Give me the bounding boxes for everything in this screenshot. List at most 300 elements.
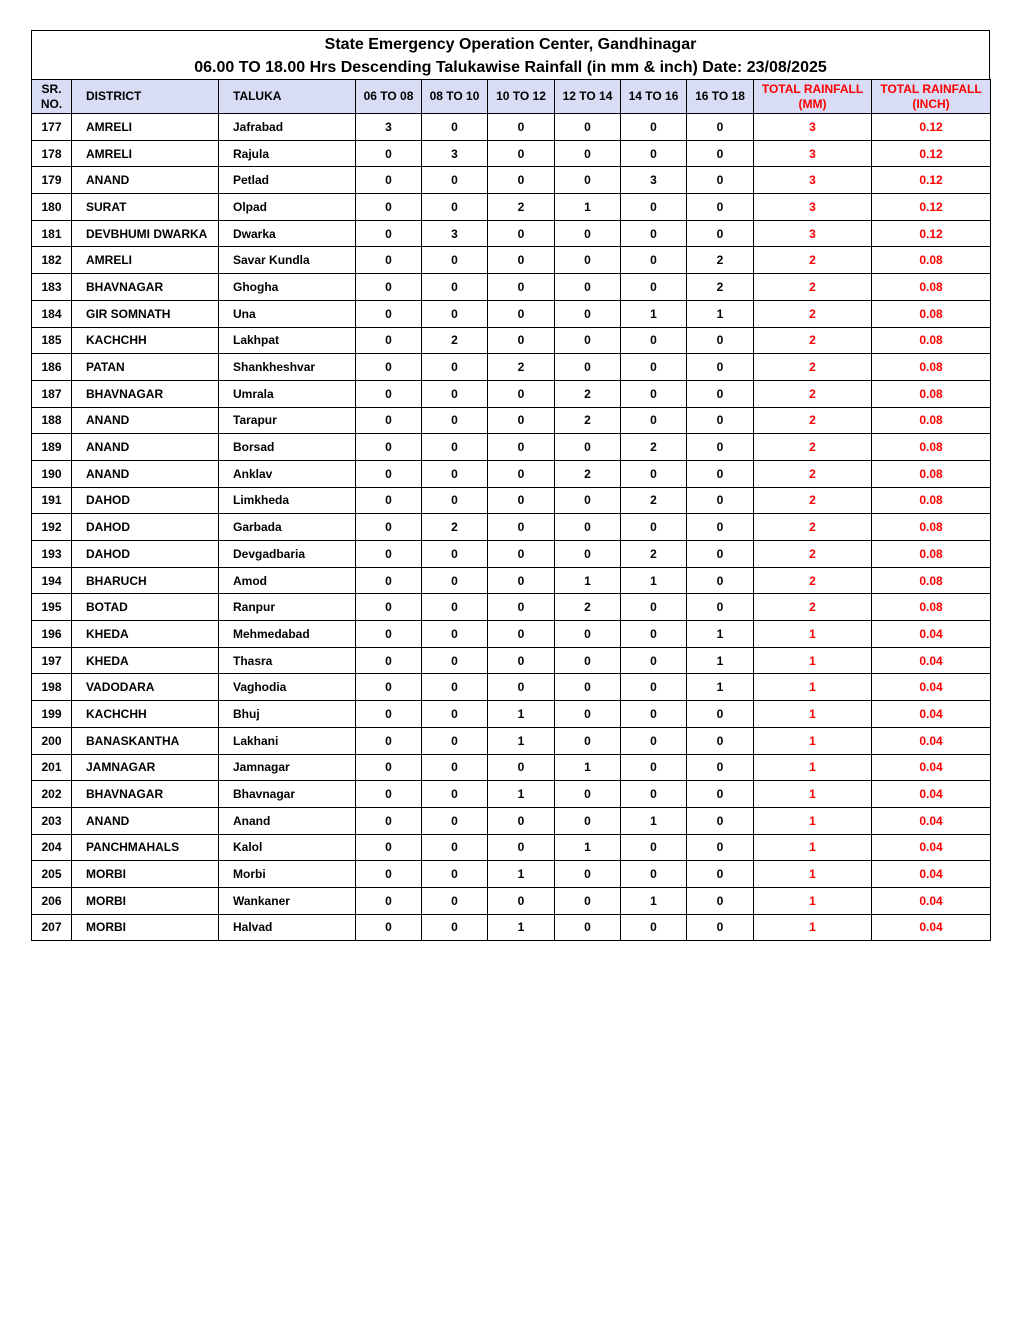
district-cell: ANAND — [72, 460, 219, 487]
h10-12-cell: 0 — [488, 754, 555, 781]
h06-08-cell: 0 — [356, 487, 422, 514]
h10-12-cell: 1 — [488, 861, 555, 888]
total-mm-cell: 1 — [754, 807, 872, 834]
sr-no-cell: 184 — [32, 300, 72, 327]
h16-18-cell: 0 — [687, 380, 754, 407]
taluka-cell: Savar Kundla — [219, 247, 356, 274]
table-row — [32, 861, 991, 888]
table-row — [32, 114, 991, 141]
sr-no-cell: 187 — [32, 380, 72, 407]
h12-14-cell: 0 — [555, 674, 621, 701]
h12-14-cell: 0 — [555, 647, 621, 674]
h08-10-cell: 0 — [422, 647, 488, 674]
h12-14-cell: 0 — [555, 781, 621, 808]
taluka-cell: Petlad — [219, 167, 356, 194]
table-row — [32, 407, 991, 434]
h06-08-cell: 0 — [356, 460, 422, 487]
h10-12-cell: 0 — [488, 834, 555, 861]
h12-14-cell: 0 — [555, 434, 621, 461]
header-08-to-10: 08 TO 10 — [422, 80, 488, 114]
h08-10-cell: 0 — [422, 460, 488, 487]
h10-12-cell: 2 — [488, 354, 555, 381]
table-row — [32, 140, 991, 167]
h12-14-cell: 0 — [555, 327, 621, 354]
h16-18-cell: 0 — [687, 460, 754, 487]
total-mm-cell: 1 — [754, 647, 872, 674]
h16-18-cell: 0 — [687, 327, 754, 354]
taluka-cell: Thasra — [219, 647, 356, 674]
sr-no-cell: 177 — [32, 114, 72, 141]
h16-18-cell: 0 — [687, 887, 754, 914]
sr-no-cell: 179 — [32, 167, 72, 194]
h06-08-cell: 0 — [356, 674, 422, 701]
h16-18-cell: 0 — [687, 541, 754, 568]
h16-18-cell: 0 — [687, 114, 754, 141]
sr-no-cell: 186 — [32, 354, 72, 381]
district-cell: AMRELI — [72, 140, 219, 167]
h12-14-cell: 0 — [555, 167, 621, 194]
h16-18-cell: 0 — [687, 807, 754, 834]
h14-16-cell: 0 — [621, 220, 687, 247]
h10-12-cell: 0 — [488, 541, 555, 568]
h08-10-cell: 0 — [422, 300, 488, 327]
district-cell: ANAND — [72, 807, 219, 834]
district-cell: BHARUCH — [72, 567, 219, 594]
h06-08-cell: 0 — [356, 781, 422, 808]
total-inch-cell: 0.08 — [872, 434, 991, 461]
total-inch-cell: 0.08 — [872, 541, 991, 568]
h12-14-cell: 0 — [555, 247, 621, 274]
h16-18-cell: 0 — [687, 167, 754, 194]
h14-16-cell: 0 — [621, 754, 687, 781]
taluka-cell: Anklav — [219, 460, 356, 487]
h16-18-cell: 0 — [687, 754, 754, 781]
total-inch-cell: 0.08 — [872, 514, 991, 541]
h12-14-cell: 2 — [555, 594, 621, 621]
district-cell: KHEDA — [72, 621, 219, 648]
sr-no-cell: 182 — [32, 247, 72, 274]
total-mm-cell: 1 — [754, 754, 872, 781]
sr-no-cell: 178 — [32, 140, 72, 167]
table-row — [32, 327, 991, 354]
total-mm-cell: 2 — [754, 247, 872, 274]
h16-18-cell: 0 — [687, 834, 754, 861]
total-inch-cell: 0.08 — [872, 460, 991, 487]
table-row — [32, 781, 991, 808]
header-district: DISTRICT — [72, 80, 219, 114]
h14-16-cell: 1 — [621, 567, 687, 594]
taluka-cell: Bhavnagar — [219, 781, 356, 808]
h10-12-cell: 0 — [488, 434, 555, 461]
h10-12-cell: 1 — [488, 914, 555, 941]
h08-10-cell: 0 — [422, 701, 488, 728]
table-row — [32, 594, 991, 621]
district-cell: DAHOD — [72, 487, 219, 514]
taluka-cell: Borsad — [219, 434, 356, 461]
h12-14-cell: 0 — [555, 541, 621, 568]
district-cell: AMRELI — [72, 114, 219, 141]
district-cell: ANAND — [72, 407, 219, 434]
taluka-cell: Umrala — [219, 380, 356, 407]
sr-no-cell: 189 — [32, 434, 72, 461]
table-row — [32, 727, 991, 754]
total-inch-cell: 0.08 — [872, 487, 991, 514]
h10-12-cell: 0 — [488, 220, 555, 247]
h16-18-cell: 1 — [687, 300, 754, 327]
h14-16-cell: 0 — [621, 594, 687, 621]
sr-no-cell: 198 — [32, 674, 72, 701]
total-inch-cell: 0.12 — [872, 194, 991, 221]
h12-14-cell: 0 — [555, 300, 621, 327]
taluka-cell: Tarapur — [219, 407, 356, 434]
total-inch-cell: 0.08 — [872, 567, 991, 594]
report-sheet — [31, 30, 990, 941]
h08-10-cell: 0 — [422, 541, 488, 568]
sr-no-cell: 197 — [32, 647, 72, 674]
total-mm-cell: 1 — [754, 701, 872, 728]
h14-16-cell: 0 — [621, 701, 687, 728]
h12-14-cell: 0 — [555, 701, 621, 728]
table-row — [32, 247, 991, 274]
h14-16-cell: 0 — [621, 674, 687, 701]
h08-10-cell: 0 — [422, 727, 488, 754]
h10-12-cell: 0 — [488, 300, 555, 327]
total-inch-cell: 0.04 — [872, 647, 991, 674]
h14-16-cell: 0 — [621, 727, 687, 754]
total-inch-cell: 0.08 — [872, 354, 991, 381]
total-inch-cell: 0.08 — [872, 380, 991, 407]
sr-no-cell: 206 — [32, 887, 72, 914]
table-row — [32, 754, 991, 781]
h10-12-cell: 0 — [488, 114, 555, 141]
total-mm-cell: 2 — [754, 487, 872, 514]
h08-10-cell: 0 — [422, 621, 488, 648]
district-cell: JAMNAGAR — [72, 754, 219, 781]
h10-12-cell: 0 — [488, 274, 555, 301]
h10-12-cell: 0 — [488, 674, 555, 701]
h16-18-cell: 0 — [687, 140, 754, 167]
header-10-to-12: 10 TO 12 — [488, 80, 555, 114]
sr-no-cell: 191 — [32, 487, 72, 514]
total-inch-cell: 0.04 — [872, 727, 991, 754]
total-inch-cell: 0.12 — [872, 167, 991, 194]
taluka-cell: Ghogha — [219, 274, 356, 301]
h12-14-cell: 1 — [555, 567, 621, 594]
table-row — [32, 380, 991, 407]
district-cell: SURAT — [72, 194, 219, 221]
h06-08-cell: 0 — [356, 727, 422, 754]
report-title: State Emergency Operation Center, Gandhinagar — [324, 36, 697, 53]
district-cell: MORBI — [72, 861, 219, 888]
total-mm-cell: 2 — [754, 380, 872, 407]
report-title-block — [31, 30, 990, 79]
total-mm-cell: 3 — [754, 140, 872, 167]
h12-14-cell: 2 — [555, 407, 621, 434]
h12-14-cell: 1 — [555, 754, 621, 781]
total-inch-cell: 0.04 — [872, 621, 991, 648]
table-row — [32, 647, 991, 674]
district-cell: PANCHMAHALS — [72, 834, 219, 861]
sr-no-cell: 201 — [32, 754, 72, 781]
h10-12-cell: 0 — [488, 140, 555, 167]
sr-no-cell: 188 — [32, 407, 72, 434]
h06-08-cell: 0 — [356, 914, 422, 941]
district-cell: DAHOD — [72, 514, 219, 541]
total-inch-cell: 0.04 — [872, 807, 991, 834]
h16-18-cell: 0 — [687, 567, 754, 594]
table-row — [32, 220, 991, 247]
total-mm-cell: 2 — [754, 514, 872, 541]
h08-10-cell: 3 — [422, 220, 488, 247]
total-mm-cell: 2 — [754, 434, 872, 461]
total-inch-cell: 0.08 — [872, 594, 991, 621]
h08-10-cell: 0 — [422, 354, 488, 381]
h14-16-cell: 0 — [621, 114, 687, 141]
h06-08-cell: 0 — [356, 247, 422, 274]
sr-no-cell: 180 — [32, 194, 72, 221]
table-row — [32, 354, 991, 381]
taluka-cell: Kalol — [219, 834, 356, 861]
h14-16-cell: 1 — [621, 300, 687, 327]
header-total-inch: TOTAL RAINFALL (INCH) — [872, 80, 991, 114]
h10-12-cell: 0 — [488, 407, 555, 434]
header-16-to-18: 16 TO 18 — [687, 80, 754, 114]
total-mm-cell: 2 — [754, 327, 872, 354]
h06-08-cell: 0 — [356, 647, 422, 674]
total-mm-cell: 1 — [754, 887, 872, 914]
total-inch-cell: 0.04 — [872, 861, 991, 888]
h10-12-cell: 0 — [488, 247, 555, 274]
h14-16-cell: 0 — [621, 514, 687, 541]
header-taluka: TALUKA — [219, 80, 356, 114]
total-mm-cell: 2 — [754, 541, 872, 568]
total-mm-cell: 2 — [754, 594, 872, 621]
h08-10-cell: 0 — [422, 194, 488, 221]
total-mm-cell: 2 — [754, 407, 872, 434]
h16-18-cell: 0 — [687, 434, 754, 461]
total-inch-cell: 0.04 — [872, 914, 991, 941]
table-body — [32, 114, 991, 941]
h06-08-cell: 0 — [356, 861, 422, 888]
h16-18-cell: 1 — [687, 674, 754, 701]
total-mm-cell: 2 — [754, 300, 872, 327]
district-cell: KHEDA — [72, 647, 219, 674]
h12-14-cell: 0 — [555, 274, 621, 301]
table-row — [32, 674, 991, 701]
h08-10-cell: 0 — [422, 567, 488, 594]
sr-no-cell: 181 — [32, 220, 72, 247]
district-cell: PATAN — [72, 354, 219, 381]
h06-08-cell: 0 — [356, 274, 422, 301]
h06-08-cell: 0 — [356, 834, 422, 861]
h14-16-cell: 2 — [621, 487, 687, 514]
h08-10-cell: 2 — [422, 327, 488, 354]
sr-no-cell: 199 — [32, 701, 72, 728]
h10-12-cell: 0 — [488, 567, 555, 594]
h06-08-cell: 0 — [356, 621, 422, 648]
h16-18-cell: 1 — [687, 647, 754, 674]
h10-12-cell: 0 — [488, 887, 555, 914]
header-14-to-16: 14 TO 16 — [621, 80, 687, 114]
taluka-cell: Ranpur — [219, 594, 356, 621]
table-row — [32, 834, 991, 861]
h16-18-cell: 0 — [687, 354, 754, 381]
h06-08-cell: 0 — [356, 567, 422, 594]
total-inch-cell: 0.04 — [872, 674, 991, 701]
district-cell: DEVBHUMI DWARKA — [72, 220, 219, 247]
total-inch-cell: 0.08 — [872, 407, 991, 434]
total-mm-cell: 2 — [754, 567, 872, 594]
h16-18-cell: 0 — [687, 407, 754, 434]
district-cell: BANASKANTHA — [72, 727, 219, 754]
h12-14-cell: 0 — [555, 861, 621, 888]
sr-no-cell: 207 — [32, 914, 72, 941]
total-inch-cell: 0.04 — [872, 887, 991, 914]
h14-16-cell: 0 — [621, 380, 687, 407]
sr-no-cell: 205 — [32, 861, 72, 888]
h08-10-cell: 0 — [422, 781, 488, 808]
table-row — [32, 541, 991, 568]
total-mm-cell: 1 — [754, 621, 872, 648]
taluka-cell: Wankaner — [219, 887, 356, 914]
h06-08-cell: 0 — [356, 140, 422, 167]
table-row — [32, 807, 991, 834]
h14-16-cell: 0 — [621, 354, 687, 381]
total-mm-cell: 3 — [754, 194, 872, 221]
district-cell: MORBI — [72, 887, 219, 914]
h16-18-cell: 0 — [687, 781, 754, 808]
table-row — [32, 914, 991, 941]
taluka-cell: Anand — [219, 807, 356, 834]
h08-10-cell: 0 — [422, 407, 488, 434]
h06-08-cell: 0 — [356, 327, 422, 354]
h12-14-cell: 0 — [555, 114, 621, 141]
h12-14-cell: 0 — [555, 887, 621, 914]
h14-16-cell: 2 — [621, 541, 687, 568]
h16-18-cell: 0 — [687, 220, 754, 247]
h08-10-cell: 0 — [422, 380, 488, 407]
district-cell: ANAND — [72, 167, 219, 194]
h08-10-cell: 0 — [422, 674, 488, 701]
h08-10-cell: 0 — [422, 114, 488, 141]
total-mm-cell: 1 — [754, 914, 872, 941]
h16-18-cell: 0 — [687, 727, 754, 754]
h08-10-cell: 0 — [422, 594, 488, 621]
h16-18-cell: 1 — [687, 621, 754, 648]
taluka-cell: Limkheda — [219, 487, 356, 514]
h14-16-cell: 0 — [621, 914, 687, 941]
sr-no-cell: 202 — [32, 781, 72, 808]
h12-14-cell: 0 — [555, 621, 621, 648]
total-inch-cell: 0.08 — [872, 274, 991, 301]
total-mm-cell: 1 — [754, 674, 872, 701]
taluka-cell: Halvad — [219, 914, 356, 941]
h10-12-cell: 0 — [488, 647, 555, 674]
h12-14-cell: 0 — [555, 487, 621, 514]
table-row — [32, 701, 991, 728]
h06-08-cell: 0 — [356, 514, 422, 541]
h08-10-cell: 0 — [422, 887, 488, 914]
h08-10-cell: 0 — [422, 861, 488, 888]
h06-08-cell: 3 — [356, 114, 422, 141]
header-06-to-08: 06 TO 08 — [356, 80, 422, 114]
table-row — [32, 567, 991, 594]
h08-10-cell: 0 — [422, 274, 488, 301]
h16-18-cell: 0 — [687, 861, 754, 888]
h12-14-cell: 0 — [555, 514, 621, 541]
total-mm-cell: 3 — [754, 114, 872, 141]
h08-10-cell: 0 — [422, 487, 488, 514]
taluka-cell: Jamnagar — [219, 754, 356, 781]
h06-08-cell: 0 — [356, 701, 422, 728]
taluka-cell: Dwarka — [219, 220, 356, 247]
district-cell: VADODARA — [72, 674, 219, 701]
total-inch-cell: 0.12 — [872, 114, 991, 141]
h06-08-cell: 0 — [356, 594, 422, 621]
table-header-row — [32, 80, 991, 114]
sr-no-cell: 194 — [32, 567, 72, 594]
h06-08-cell: 0 — [356, 434, 422, 461]
h14-16-cell: 0 — [621, 781, 687, 808]
h14-16-cell: 0 — [621, 647, 687, 674]
taluka-cell: Olpad — [219, 194, 356, 221]
h16-18-cell: 0 — [687, 514, 754, 541]
h16-18-cell: 0 — [687, 487, 754, 514]
table-row — [32, 460, 991, 487]
district-cell: BOTAD — [72, 594, 219, 621]
h08-10-cell: 0 — [422, 247, 488, 274]
h08-10-cell: 2 — [422, 514, 488, 541]
total-inch-cell: 0.04 — [872, 781, 991, 808]
h14-16-cell: 1 — [621, 887, 687, 914]
h06-08-cell: 0 — [356, 300, 422, 327]
h10-12-cell: 1 — [488, 701, 555, 728]
total-inch-cell: 0.12 — [872, 140, 991, 167]
h14-16-cell: 0 — [621, 194, 687, 221]
h14-16-cell: 0 — [621, 327, 687, 354]
h12-14-cell: 0 — [555, 914, 621, 941]
taluka-cell: Una — [219, 300, 356, 327]
sr-no-cell: 195 — [32, 594, 72, 621]
sr-no-cell: 193 — [32, 541, 72, 568]
h06-08-cell: 0 — [356, 167, 422, 194]
taluka-cell: Shankheshvar — [219, 354, 356, 381]
sr-no-cell: 192 — [32, 514, 72, 541]
h08-10-cell: 0 — [422, 834, 488, 861]
district-cell: KACHCHH — [72, 327, 219, 354]
total-mm-cell: 1 — [754, 727, 872, 754]
district-cell: BHAVNAGAR — [72, 274, 219, 301]
table-row — [32, 194, 991, 221]
district-cell: BHAVNAGAR — [72, 380, 219, 407]
h08-10-cell: 0 — [422, 167, 488, 194]
table-row — [32, 274, 991, 301]
h14-16-cell: 0 — [621, 834, 687, 861]
taluka-cell: Devgadbaria — [219, 541, 356, 568]
h12-14-cell: 0 — [555, 807, 621, 834]
h10-12-cell: 0 — [488, 380, 555, 407]
table-row — [32, 487, 991, 514]
taluka-cell: Amod — [219, 567, 356, 594]
h14-16-cell: 2 — [621, 434, 687, 461]
h10-12-cell: 0 — [488, 594, 555, 621]
district-cell: KACHCHH — [72, 701, 219, 728]
h06-08-cell: 0 — [356, 380, 422, 407]
taluka-cell: Morbi — [219, 861, 356, 888]
total-inch-cell: 0.08 — [872, 247, 991, 274]
taluka-cell: Rajula — [219, 140, 356, 167]
h12-14-cell: 2 — [555, 460, 621, 487]
